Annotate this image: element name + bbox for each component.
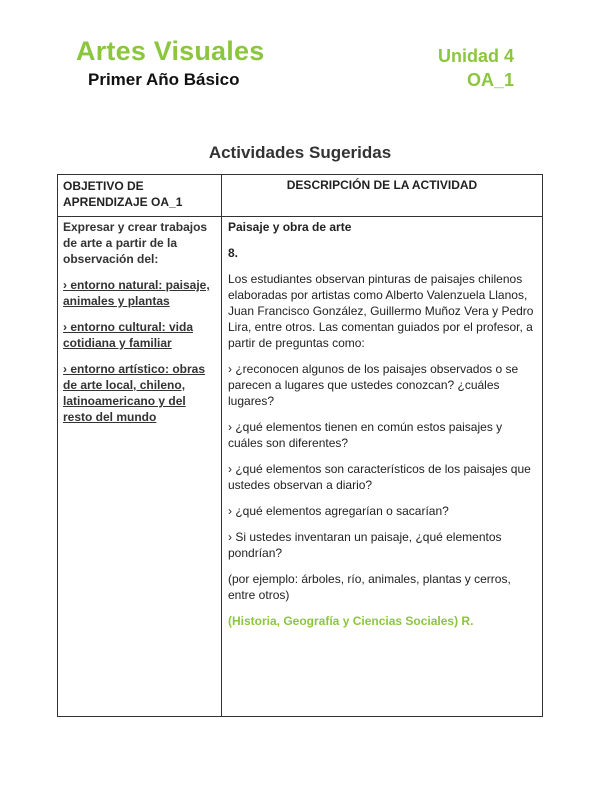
activity-question: › ¿qué elementos agregarían o sacarían? <box>228 504 449 518</box>
header-divider <box>58 216 542 217</box>
objective-cell <box>63 219 215 435</box>
activity-question: › Si ustedes inventaran un paisaje, ¿qué elementos pondrían? <box>228 530 502 560</box>
activity-question: › ¿qué elementos son característicos de los paisajes que ustedes observan a diario? <box>228 462 531 492</box>
objective-item-natural: › entorno natural: paisaje, animales y plantas <box>63 278 210 308</box>
oa-label: OA_1 <box>466 70 514 90</box>
activity-question: › ¿reconocen algunos de los paisajes observados o se parecen a lugares que ustedes conozcan? ¿cuáles lugares? <box>228 362 519 408</box>
activity-title: Paisaje y obra de arte <box>228 220 352 234</box>
objective-item-artistic: › entorno artístico: obras de arte local, chileno, latinoamericano y del resto del mundo <box>63 362 206 424</box>
objective-intro: Expresar y crear trabajos de arte a partir de la observación del: <box>63 220 208 266</box>
column-divider <box>221 175 222 716</box>
grade-level: Primer Año Básico <box>88 70 240 89</box>
activity-question: › ¿qué elementos tienen en común estos paisajes y cuáles son diferentes? <box>228 420 503 450</box>
activities-table <box>57 174 543 717</box>
activity-example: (por ejemplo: árboles, río, animales, plantas y cerros, entre otros) <box>228 572 511 602</box>
activity-description: Los estudiantes observan pinturas de paisajes chilenos elaboradas por artistas como Alberto Valenzuela Llanos, Juan Francisco González, Guillermo Muñoz Vera y Pedro Lira, entre otros. Las comentan guiados por el profesor, a partir de preguntas como: <box>228 272 534 350</box>
section-title: Actividades Sugeridas <box>208 143 392 162</box>
objective-item-cultural: › entorno cultural: vida cotidiana y familiar <box>63 320 194 350</box>
activity-number: 8. <box>228 246 239 260</box>
objective-column-header: OBJETIVO DE APRENDIZAJE OA_1 <box>63 179 183 209</box>
activity-cell <box>228 219 540 639</box>
description-column-header: DESCRIPCIÓN DE LA ACTIVIDAD <box>286 178 478 192</box>
subject-title: Artes Visuales <box>76 36 265 66</box>
cross-curricular-reference: (Historia, Geografía y Ciencias Sociales) R. <box>228 614 474 628</box>
unit-label: Unidad 4 <box>437 46 514 66</box>
